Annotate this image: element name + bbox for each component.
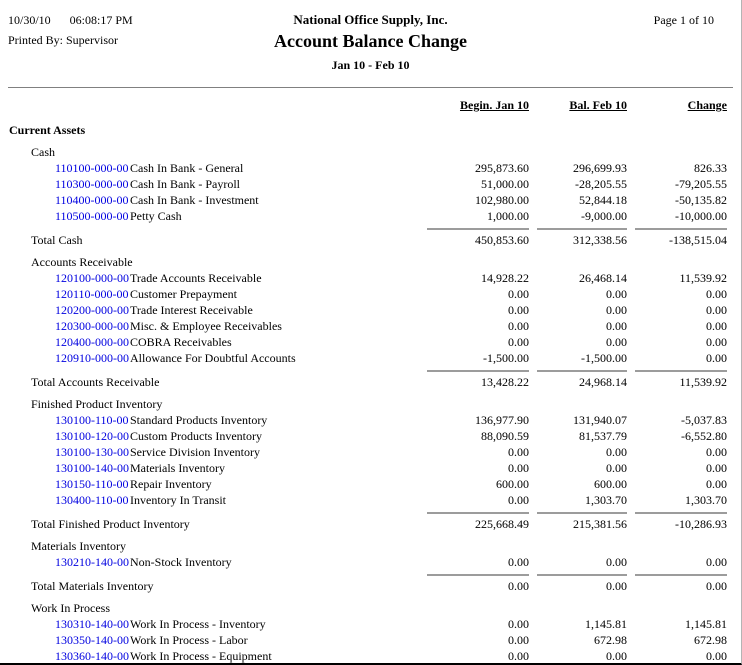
account-row (0, 270, 741, 286)
begin-balance-value: 0.00 (508, 617, 529, 631)
column-header-begin: Begin. Jan 10 (459, 98, 529, 112)
section-title: Materials Inventory (31, 539, 126, 553)
account-section (0, 600, 741, 664)
page-indicator: Page 1 of 10 (653, 13, 714, 27)
begin-balance-value: 0.00 (508, 649, 529, 663)
total-begin-value: 450,853.60 (427, 228, 529, 248)
total-change-value: -10,286.93 (635, 512, 727, 532)
column-header-bal: Bal. Feb 10 (569, 98, 627, 112)
account-number-link[interactable]: 120200-000-00 (55, 303, 129, 317)
account-row (0, 192, 741, 208)
print-time: 06:08:17 PM (69, 13, 133, 27)
account-row (0, 286, 741, 302)
begin-balance-value: 0.00 (508, 461, 529, 475)
account-row (0, 160, 741, 176)
account-number-link[interactable]: 130100-110-00 (55, 413, 129, 427)
account-number-link[interactable]: 130210-140-00 (55, 555, 129, 569)
begin-balance-value: 102,980.00 (475, 193, 529, 207)
ending-balance-value: 0.00 (606, 335, 627, 349)
begin-balance-value: 0.00 (508, 287, 529, 301)
account-row (0, 350, 741, 366)
account-number-link[interactable]: 120110-000-00 (55, 287, 129, 301)
ending-balance-value: 296,699.93 (573, 161, 627, 175)
change-value: 0.00 (706, 319, 727, 333)
account-description: Trade Interest Receivable (130, 303, 253, 317)
total-begin-value: 225,668.49 (427, 512, 529, 532)
change-value: 0.00 (706, 461, 727, 475)
ending-balance-value: 52,844.18 (579, 193, 627, 207)
account-description: Inventory In Transit (130, 493, 226, 507)
section-title: Finished Product Inventory (31, 397, 163, 411)
account-description: Trade Accounts Receivable (130, 271, 262, 285)
print-date: 10/30/10 (8, 13, 51, 27)
total-label: Total Cash (31, 233, 83, 247)
account-number-link[interactable]: 130310-140-00 (55, 617, 129, 631)
change-value: 0.00 (706, 477, 727, 491)
change-value: -6,552.80 (681, 429, 727, 443)
account-description: Petty Cash (130, 209, 182, 223)
report-header (0, 0, 741, 88)
account-section (0, 538, 741, 594)
account-row (0, 444, 741, 460)
section-total-row (0, 512, 741, 532)
change-value: -50,135.82 (675, 193, 727, 207)
account-description: Misc. & Employee Receivables (130, 319, 282, 333)
ending-balance-value: 600.00 (594, 477, 627, 491)
ending-balance-value: -9,000.00 (581, 209, 627, 223)
change-value: 1,145.81 (685, 617, 727, 631)
account-row (0, 616, 741, 632)
ending-balance-value: -28,205.55 (575, 177, 627, 191)
account-number-link[interactable]: 110100-000-00 (55, 161, 129, 175)
account-row (0, 318, 741, 334)
account-description: Cash In Bank - Investment (130, 193, 259, 207)
change-value: 1,303.70 (685, 493, 727, 507)
total-change-value: -138,515.04 (635, 228, 727, 248)
account-description: Allowance For Doubtful Accounts (130, 351, 296, 365)
total-begin-value: 0.00 (427, 574, 529, 594)
total-label: Total Finished Product Inventory (31, 517, 190, 531)
change-value: 672.98 (694, 633, 727, 647)
account-number-link[interactable]: 130100-120-00 (55, 429, 129, 443)
begin-balance-value: 0.00 (508, 445, 529, 459)
begin-balance-value: 0.00 (508, 319, 529, 333)
total-bal-value: 24,968.14 (537, 370, 627, 390)
account-number-link[interactable]: 120910-000-00 (55, 351, 129, 365)
ending-balance-value: 0.00 (606, 445, 627, 459)
change-value: -5,037.83 (681, 413, 727, 427)
account-row (0, 334, 741, 350)
section-accounts (0, 160, 741, 224)
begin-balance-value: 51,000.00 (481, 177, 529, 191)
ending-balance-value: 26,468.14 (579, 271, 627, 285)
section-accounts (0, 616, 741, 664)
report-title: Account Balance Change (274, 31, 467, 51)
section-total-row (0, 574, 741, 594)
account-number-link[interactable]: 130350-140-00 (55, 633, 129, 647)
begin-balance-value: 1,000.00 (487, 209, 529, 223)
account-row (0, 176, 741, 192)
account-number-link[interactable]: 120100-000-00 (55, 271, 129, 285)
change-value: 0.00 (706, 445, 727, 459)
change-value: 0.00 (706, 335, 727, 349)
begin-balance-value: 600.00 (496, 477, 529, 491)
account-description: Custom Products Inventory (130, 429, 262, 443)
account-row (0, 302, 741, 318)
section-total-row (0, 228, 741, 248)
column-headers (0, 97, 741, 113)
begin-balance-value: 88,090.59 (481, 429, 529, 443)
ending-balance-value: 0.00 (606, 303, 627, 317)
ending-balance-value: 0.00 (606, 649, 627, 663)
account-description: Work In Process - Equipment (130, 649, 272, 663)
ending-balance-value: -1,500.00 (581, 351, 627, 365)
change-value: 0.00 (706, 287, 727, 301)
account-number-link[interactable]: 130400-110-00 (55, 493, 129, 507)
account-section (0, 144, 741, 248)
account-description: Materials Inventory (130, 461, 225, 475)
section-total-row (0, 370, 741, 390)
account-number-link[interactable]: 110400-000-00 (55, 193, 129, 207)
change-value: 0.00 (706, 555, 727, 569)
begin-balance-value: 0.00 (508, 335, 529, 349)
account-number-link[interactable]: 110500-000-00 (55, 209, 129, 223)
account-section (0, 254, 741, 390)
ending-balance-value: 81,537.79 (579, 429, 627, 443)
begin-balance-value: 0.00 (508, 303, 529, 317)
ending-balance-value: 0.00 (606, 555, 627, 569)
begin-balance-value: 295,873.60 (475, 161, 529, 175)
change-value: 11,539.92 (679, 271, 727, 285)
print-datetime (0, 13, 230, 28)
begin-balance-value: 14,928.22 (481, 271, 529, 285)
account-row (0, 476, 741, 492)
change-value: -79,205.55 (675, 177, 727, 191)
section-accounts (0, 270, 741, 366)
account-description: Cash In Bank - Payroll (130, 177, 240, 191)
report-body (0, 122, 741, 664)
account-row (0, 428, 741, 444)
account-number-link[interactable]: 130100-140-00 (55, 461, 129, 475)
sections-container (0, 144, 741, 664)
account-description: Cash In Bank - General (130, 161, 244, 175)
begin-balance-value: 0.00 (508, 493, 529, 507)
header-rule (8, 87, 733, 88)
change-value: 0.00 (706, 351, 727, 365)
account-number-link[interactable]: 120300-000-00 (55, 319, 129, 333)
total-change-value: 11,539.92 (635, 370, 727, 390)
ending-balance-value: 0.00 (606, 461, 627, 475)
account-row (0, 648, 741, 664)
change-value: 0.00 (706, 303, 727, 317)
account-number-link[interactable]: 110300-000-00 (55, 177, 129, 191)
account-description: Service Division Inventory (130, 445, 260, 459)
begin-balance-value: 0.00 (508, 555, 529, 569)
change-value: 826.33 (694, 161, 727, 175)
total-change-value: 0.00 (635, 574, 727, 594)
total-label: Total Materials Inventory (31, 579, 154, 593)
account-section (0, 396, 741, 532)
printed-by: Printed By: Supervisor (8, 33, 118, 47)
account-description: Standard Products Inventory (130, 413, 268, 427)
account-number-link[interactable]: 130100-130-00 (55, 445, 129, 459)
section-accounts (0, 412, 741, 508)
account-description: Repair Inventory (130, 477, 212, 491)
begin-balance-value: -1,500.00 (483, 351, 529, 365)
ending-balance-value: 0.00 (606, 319, 627, 333)
account-number-link[interactable]: 130150-110-00 (55, 477, 129, 491)
ending-balance-value: 0.00 (606, 287, 627, 301)
section-title: Work In Process (31, 601, 111, 615)
account-number-link[interactable]: 120400-000-00 (55, 335, 129, 349)
total-bal-value: 215,381.56 (537, 512, 627, 532)
section-title: Cash (31, 145, 55, 159)
total-begin-value: 13,428.22 (427, 370, 529, 390)
account-description: Customer Prepayment (130, 287, 237, 301)
change-value: 0.00 (706, 649, 727, 663)
group-header: Current Assets (9, 123, 86, 137)
report-date-range: Jan 10 - Feb 10 (331, 58, 410, 72)
account-row (0, 492, 741, 508)
account-description: Non-Stock Inventory (130, 555, 232, 569)
account-row (0, 632, 741, 648)
begin-balance-value: 0.00 (508, 633, 529, 647)
ending-balance-value: 1,303.70 (585, 493, 627, 507)
company-name: National Office Supply, Inc. (293, 12, 448, 27)
begin-balance-value: 136,977.90 (475, 413, 529, 427)
account-description: COBRA Receivables (130, 335, 232, 349)
account-row (0, 554, 741, 570)
ending-balance-value: 131,940.07 (573, 413, 627, 427)
ending-balance-value: 1,145.81 (585, 617, 627, 631)
total-bal-value: 312,338.56 (537, 228, 627, 248)
total-label: Total Accounts Receivable (31, 375, 160, 389)
change-value: -10,000.00 (675, 209, 727, 223)
section-title: Accounts Receivable (31, 255, 133, 269)
total-bal-value: 0.00 (537, 574, 627, 594)
ending-balance-value: 672.98 (594, 633, 627, 647)
column-header-change: Change (687, 98, 727, 112)
account-row (0, 460, 741, 476)
account-row (0, 412, 741, 428)
account-row (0, 208, 741, 224)
account-description: Work In Process - Inventory (130, 617, 266, 631)
account-description: Work In Process - Labor (130, 633, 248, 647)
section-accounts (0, 554, 741, 570)
account-number-link[interactable]: 130360-140-00 (55, 649, 129, 663)
